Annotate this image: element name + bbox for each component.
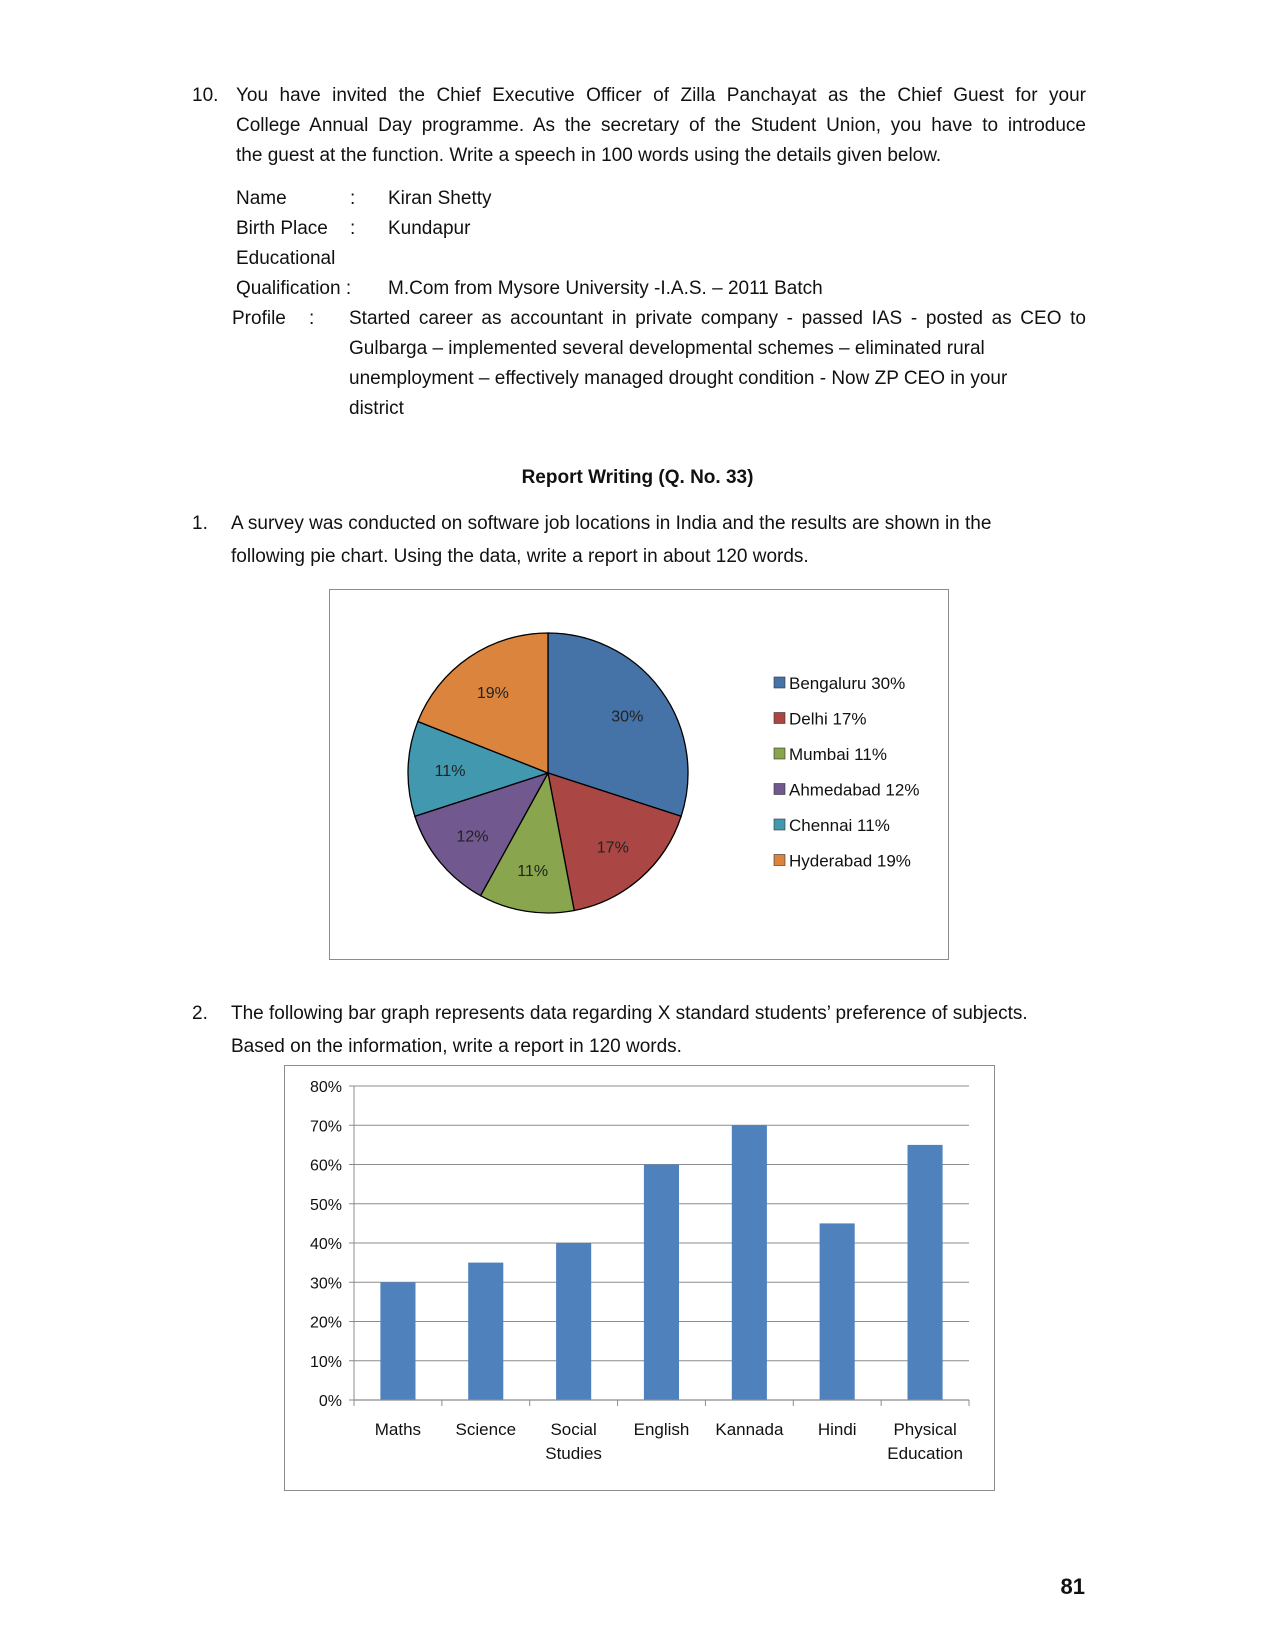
x-tick-label: Physical: [893, 1420, 957, 1439]
detail-label-birth-place: Birth Place: [236, 218, 328, 239]
x-tick-label: Studies: [545, 1444, 602, 1463]
bar-kannada: [732, 1125, 767, 1400]
legend-entry: Hyderabad 19%: [789, 851, 911, 871]
y-tick-label: 20%: [309, 1314, 342, 1332]
x-tick-label: Kannada: [715, 1420, 784, 1439]
question-number: 2.: [192, 1003, 208, 1024]
pie-data-label: 11%: [434, 762, 466, 780]
legend-entry: Mumbai 11%: [789, 745, 887, 764]
question-text-line: the guest at the function. Write a speech in 100 words using the details given below.: [236, 145, 942, 166]
detail-colon: :: [350, 188, 356, 209]
bar-social-studies: [556, 1243, 591, 1400]
profile-line: Started career as accountant in private company - passed IAS - posted as CEO to: [349, 308, 1086, 329]
question-number: 1.: [192, 513, 208, 534]
question-text-line: following pie chart. Using the data, write a report in about 120 words.: [231, 546, 809, 567]
pie-data-label: 30%: [611, 708, 644, 726]
x-tick-label: Hindi: [817, 1420, 857, 1439]
detail-value-qualification: M.Com from Mysore University -I.A.S. – 2011 Batch: [388, 278, 823, 299]
pie-data-label: 12%: [456, 828, 489, 846]
bar-maths: [380, 1282, 415, 1400]
legend-swatch: [774, 819, 785, 830]
x-tick-label: Maths: [374, 1420, 422, 1439]
detail-colon: :: [309, 308, 315, 329]
pie-data-label: 11%: [517, 862, 549, 880]
pie-data-label: 17%: [596, 839, 629, 857]
detail-value-birth-place: Kundapur: [388, 218, 471, 239]
section-title: Report Writing (Q. No. 33): [521, 467, 754, 488]
detail-label-qualification: Qualification :: [236, 278, 352, 299]
question-text-line: The following bar graph represents data regarding X standard students’ preference of subjects.: [231, 1003, 1028, 1024]
page-number: 81: [1060, 1574, 1085, 1599]
y-tick-label: 0%: [318, 1393, 342, 1410]
legend-entry: Delhi 17%: [789, 709, 867, 729]
bar-physical-education: [908, 1145, 943, 1400]
detail-label-profile: Profile: [232, 308, 286, 329]
y-tick-label: 30%: [309, 1275, 342, 1293]
y-tick-label: 70%: [309, 1118, 342, 1136]
bar-english: [644, 1165, 679, 1401]
question-text-line: College Annual Day programme. As the secretary of the Student Union, you have to introduce: [236, 115, 1086, 136]
legend-swatch: [774, 748, 785, 759]
y-tick-label: 80%: [309, 1079, 342, 1096]
question-text-line: Based on the information, write a report in 120 words.: [231, 1036, 682, 1057]
pie-data-label: 19%: [476, 684, 509, 702]
detail-value-name: Kiran Shetty: [388, 188, 492, 209]
legend-entry: Bengaluru 30%: [789, 674, 906, 693]
profile-line: district: [349, 398, 404, 419]
bar-hindi: [820, 1223, 855, 1400]
detail-colon: :: [350, 218, 356, 239]
profile-line: Gulbarga – implemented several developmental schemes – eliminated rural: [349, 338, 985, 359]
legend-swatch: [774, 677, 785, 688]
question-number: 10.: [192, 85, 219, 106]
x-tick-label: English: [633, 1420, 690, 1439]
detail-label-educational: Educational: [236, 248, 336, 269]
x-tick-label: Social: [550, 1420, 597, 1439]
question-text-line: A survey was conducted on software job locations in India and the results are shown in the: [231, 513, 992, 534]
y-tick-label: 10%: [309, 1353, 342, 1371]
y-tick-label: 50%: [309, 1196, 342, 1214]
x-tick-label: Education: [887, 1444, 963, 1463]
pie-chart: [329, 589, 949, 960]
y-tick-label: 60%: [309, 1157, 342, 1175]
bar-chart: [284, 1065, 995, 1491]
legend-swatch: [774, 855, 785, 866]
legend-entry: Chennai 11%: [789, 816, 890, 835]
legend-entry: Ahmedabad 12%: [789, 780, 920, 800]
legend-swatch: [774, 713, 785, 724]
bar-science: [468, 1263, 503, 1400]
x-tick-label: Science: [455, 1420, 517, 1439]
y-tick-label: 40%: [309, 1236, 342, 1253]
question-text-line: You have invited the Chief Executive Officer of Zilla Panchayat as the Chief Guest for your: [236, 85, 1086, 106]
detail-label-name: Name: [236, 188, 287, 209]
legend-swatch: [774, 784, 785, 795]
profile-line: unemployment – effectively managed drought condition - Now ZP CEO in your: [349, 368, 1008, 389]
